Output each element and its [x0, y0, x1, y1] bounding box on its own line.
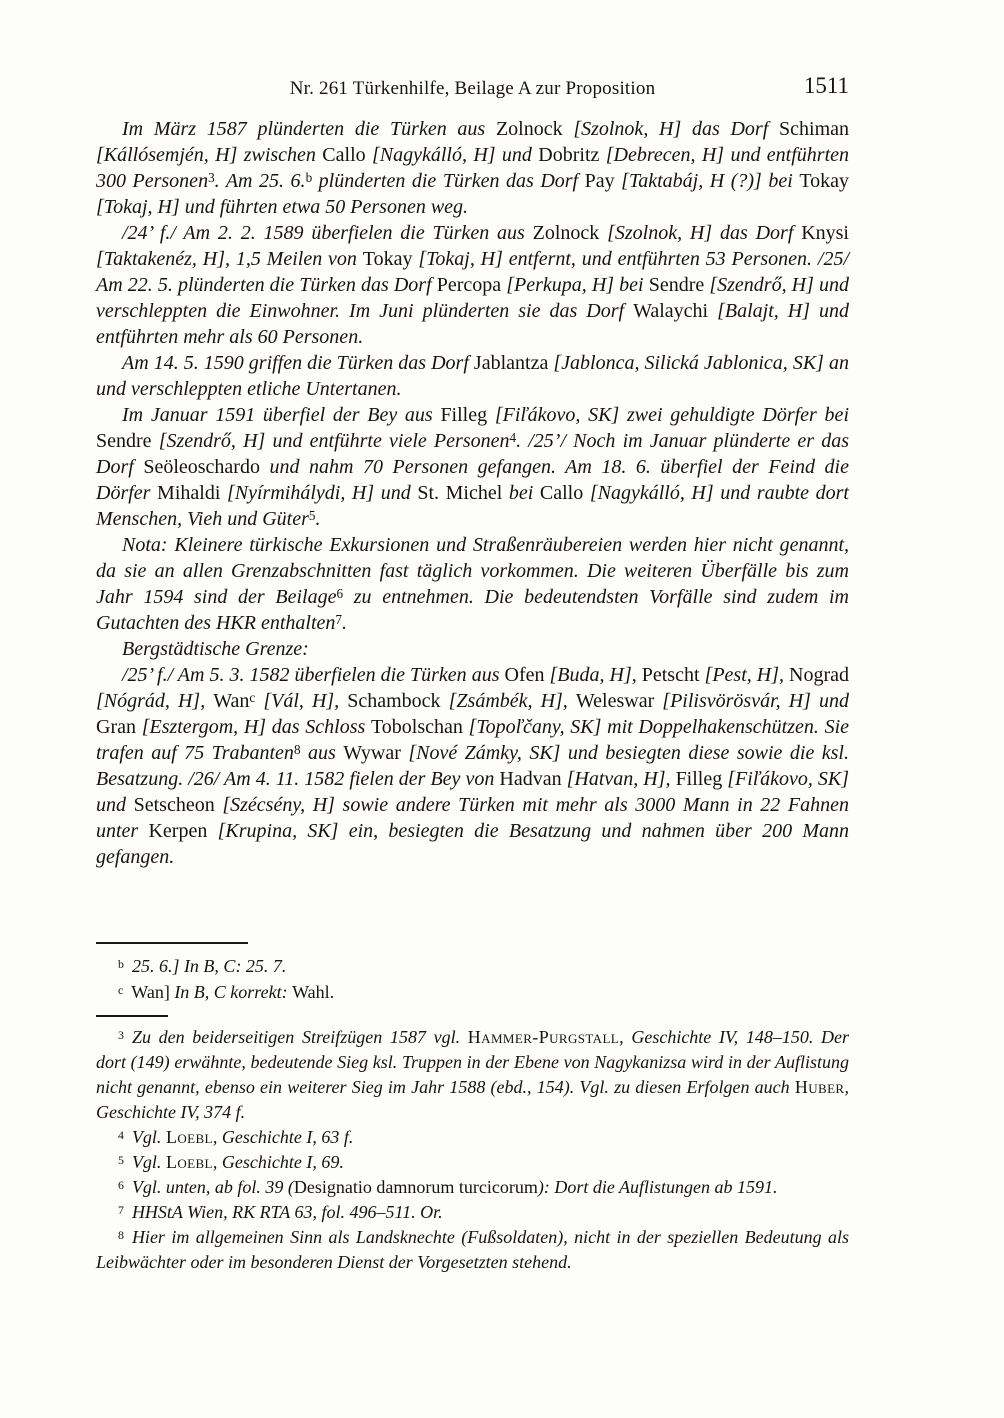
paragraph-1582-raids — [96, 662, 849, 870]
text-run: Nograd — [789, 664, 849, 686]
text-run: [Krupina, SK] ein, besiegten die Besatzung und nahmen über 200 Mann gefangen. — [96, 820, 850, 868]
footnote-area — [96, 942, 849, 1275]
footnote-marker-8: 8 — [118, 1227, 124, 1242]
footnote-text — [96, 1227, 849, 1272]
text-run: [Nagykálló, H] und — [371, 144, 539, 166]
text-run: [Szécsény, H] sowie andere Türken mit mehr als 3000 Mann in 22 Fahnen unter — [96, 794, 850, 842]
footnote-reference: b — [305, 169, 313, 185]
text-run: Loebl — [165, 1127, 213, 1147]
text-run: , Geschichte IV, 374 f. — [96, 1077, 849, 1122]
footnote-4 — [96, 1125, 849, 1150]
text-run: Bergstädtische Grenze: — [122, 638, 309, 660]
text-run: Setscheon — [133, 794, 223, 816]
text-run: In B, C korrekt: — [174, 982, 293, 1002]
text-run: [Szolnok, H] das Dorf — [573, 118, 780, 140]
text-run: [Tokaj, H] entfernt, und entführten 53 Personen. /25/ Am 22. 5. plünderten die Türken das Dorf — [96, 248, 849, 296]
text-run: Callo — [539, 482, 590, 504]
text-run: Wywar — [343, 742, 409, 764]
text-run: Loebl — [165, 1152, 213, 1172]
text-run: Zolnock — [532, 222, 608, 244]
letter-note-text — [131, 982, 334, 1002]
text-run: Hadvan — [499, 768, 567, 790]
footnote-reference: 7 — [335, 611, 342, 627]
apparatus-footnote-separator-rule — [96, 1015, 168, 1017]
main-text — [96, 116, 849, 870]
footnote-text — [132, 1177, 778, 1197]
letter-note-marker-c: c — [118, 982, 124, 997]
text-run: /25’ f./ Am 5. 3. 1582 überfielen die Türken aus — [122, 664, 505, 686]
text-run: , Geschichte IV, 148–150. Der dort (149) erwähnte, bedeutende Sieg ksl. Truppen in der Ebene von Nagykanizsa wird in der Auflistung nicht genannt, ebenso ein weiterer Sieg im Jahr 1588 (ebd., 154). Vgl. zu diesen Erfolgen auch — [96, 1027, 849, 1097]
text-run: Tobolschan — [370, 716, 469, 738]
text-run: [Nagykálló, H] und raubte dort Menschen, Vieh und Güter — [96, 482, 849, 530]
text-run: Im März 1587 plünderten die Türken aus — [122, 118, 496, 140]
footnote-reference: 8 — [293, 741, 301, 757]
text-run: Pay — [584, 170, 622, 192]
text-run: Wan — [213, 690, 250, 712]
text-run: Dobritz — [538, 144, 606, 166]
text-run: [Szolnok, H] das Dorf — [607, 222, 802, 244]
text-run: Sendre — [96, 430, 159, 452]
page-header — [96, 73, 849, 100]
text-run: [Pilisvörösvár, H] und — [662, 690, 849, 712]
footnote-reference: 5 — [308, 507, 316, 523]
text-run: [Taktabáj, H (?)] bei — [621, 170, 800, 192]
page-number: 1511 — [803, 73, 849, 98]
footnote-5 — [96, 1150, 849, 1175]
text-run: zu entnehmen. Die bedeutendsten Vorfälle sind zudem im Gutachten des HKR enthalten — [96, 586, 850, 634]
text-run: [Fiľákovo, SK] und — [96, 768, 850, 816]
text-run: Wahl. — [292, 982, 335, 1002]
paragraph-nota — [96, 532, 849, 636]
text-run: . — [315, 508, 321, 530]
text-run: Schambock — [347, 690, 449, 712]
running-title: Nr. 261 Türkenhilfe, Beilage A zur Proposition — [289, 78, 656, 99]
footnote-8 — [96, 1225, 849, 1275]
text-run: [Szendrő, H] und entführte viele Personen — [158, 430, 510, 452]
text-run: Designatio damnorum turcicorum — [293, 1177, 538, 1197]
text-run: bei — [508, 482, 540, 504]
footnote-text — [96, 1027, 849, 1122]
text-run: Petscht — [641, 664, 705, 686]
text-run: . Am 25. 6. — [214, 170, 306, 192]
text-run: [Taktakenéz, H], 1,5 Meilen von — [96, 248, 363, 270]
paragraph-1590-raids — [96, 350, 849, 402]
text-run: . — [342, 612, 347, 634]
text-run: Weleswar — [575, 690, 663, 712]
text-apparatus-separator-rule — [96, 942, 248, 944]
text-run: aus — [300, 742, 344, 764]
paragraph-bergstaedtische-grenze-heading — [96, 636, 849, 662]
text-run: , Geschichte I, 63 f. — [212, 1127, 354, 1147]
text-run: [Fiľákovo, SK] zwei gehuldigte Dörfer bei — [494, 404, 849, 426]
footnote-marker-7: 7 — [118, 1202, 124, 1217]
text-run: /24’ f./ Am 2. 2. 1589 überfielen die Türken aus — [122, 222, 533, 244]
text-run: [Kállósemjén, H] zwischen — [96, 144, 323, 166]
text-run: Filleg — [440, 404, 495, 426]
text-run: [Buda, H], — [549, 664, 642, 686]
letter-note-c — [96, 979, 849, 1005]
text-run: Wan] — [131, 982, 175, 1002]
text-run: Percopa — [436, 274, 507, 296]
text-run: Am 14. 5. 1590 griffen die Türken das Dorf — [122, 352, 474, 374]
text-run: [Esztergom, H] das Schloss — [141, 716, 371, 738]
footnote-6 — [96, 1175, 849, 1200]
text-run: 25. 6.] In B, C: 25. 7. — [131, 956, 287, 976]
text-run: Ofen — [504, 664, 550, 686]
text-run: Hier im allgemeinen Sinn als Landsknechte (Fußsoldaten), nicht in der speziellen Bedeutung als Leibwächter oder im besonderen Dienst der Vorgesetzten stehend. — [96, 1227, 849, 1272]
paragraph-1587-raids — [96, 116, 849, 220]
letter-note-marker-b: b — [118, 956, 124, 971]
text-run: Kerpen — [148, 820, 218, 842]
numbered-footnotes — [96, 1025, 849, 1275]
text-run: Tokay — [362, 248, 419, 270]
text-run: Jablantza — [473, 352, 554, 374]
footnote-text — [132, 1202, 443, 1222]
footnote-7 — [96, 1200, 849, 1225]
letter-note-b — [96, 953, 849, 979]
text-run: Callo — [322, 144, 372, 166]
text-run: Vgl. unten, ab fol. 39 ( — [131, 1177, 294, 1197]
text-run: Huber — [794, 1077, 845, 1097]
text-run: [Perkupa, H] bei — [506, 274, 649, 296]
text-run: Seöleoschardo — [143, 456, 270, 478]
text-run: Filleg — [675, 768, 728, 790]
text-run: Vgl. — [131, 1127, 166, 1147]
text-run: Mihaldi — [157, 482, 227, 504]
text-run: , Geschichte I, 69. — [212, 1152, 344, 1172]
critical-apparatus — [96, 953, 849, 1005]
footnote-reference: 3 — [208, 169, 215, 185]
text-run: [Nyírmihálydi, H] und — [226, 482, 418, 504]
text-run: [Hatvan, H], — [566, 768, 676, 790]
text-run: [Zsámbék, H], — [448, 690, 576, 712]
text-run: Knysi — [801, 222, 849, 244]
text-run: Im Januar 1591 überfiel der Bey aus — [122, 404, 441, 426]
text-run: Walaychi — [633, 300, 718, 322]
text-run: [Pest, H], — [704, 664, 790, 686]
text-run: [Szendrő, H] und verschleppten die Einwohner. Im Juni plünderten sie das Dorf — [96, 274, 849, 322]
footnote-marker-6: 6 — [118, 1177, 124, 1192]
text-run: Tokay — [799, 170, 850, 192]
text-run: Sendre — [648, 274, 710, 296]
text-run: [Jablonca, Silická Jablonica, SK] an und verschleppten etliche Untertanen. — [96, 352, 849, 400]
text-run: St. Michel — [417, 482, 509, 504]
footnote-reference: c — [249, 689, 256, 705]
text-run: [Nógrád, H], — [96, 690, 214, 712]
text-run: [Debrecen, H] und entführten 300 Personen — [96, 144, 850, 192]
text-run: HHStA Wien, RK RTA 63, fol. 496–511. Or. — [131, 1202, 443, 1222]
text-run: . /25’/ Noch im Januar plünderte er das Dorf — [96, 430, 849, 478]
footnote-3 — [96, 1025, 849, 1125]
footnote-marker-5: 5 — [118, 1152, 124, 1167]
text-run: und nahm 70 Personen gefangen. Am 18. 6. überfiel der Feind die Dörfer — [96, 456, 849, 504]
text-run: Zolnock — [495, 118, 574, 140]
text-run: Gran — [96, 716, 142, 738]
paragraph-1589-raids — [96, 220, 849, 350]
footnote-marker-4: 4 — [118, 1127, 124, 1142]
footnote-text — [132, 1127, 353, 1147]
footnote-text — [132, 1152, 344, 1172]
text-run: Vgl. — [131, 1152, 166, 1172]
text-run: Nota: Kleinere türkische Exkursionen und Straßenräubereien werden hier nicht genannt, da sie an allen Grenzabschnitten fast täglich vorkommen. Die weiteren Überfälle bis zum Jahr 1594 sind der Beilage — [96, 534, 849, 608]
paragraph-1591-raids — [96, 402, 849, 532]
text-run: Hammer-Purgstall — [467, 1027, 620, 1047]
text-run: [Nové Zámky, SK] und besiegten diese sowie die ksl. Besatzung. /26/ Am 4. 11. 1582 fielen der Bey von — [96, 742, 849, 790]
footnote-reference: 6 — [336, 585, 344, 601]
text-run: Schiman — [779, 118, 850, 140]
text-run: [Topoľčany, SK] mit Doppelhakenschützen. Sie trafen auf 75 Trabanten — [96, 716, 850, 764]
text-run: plünderten die Türken das Dorf — [312, 170, 585, 192]
text-run: [Balajt, H] und entführten mehr als 60 Personen. — [96, 300, 849, 348]
text-run: Zu den beiderseitigen Streifzügen 1587 vgl. — [131, 1027, 468, 1047]
letter-note-text — [132, 956, 287, 976]
footnote-reference: 4 — [509, 429, 517, 445]
footnote-marker-3: 3 — [118, 1027, 124, 1042]
text-run: [Vál, H], — [255, 690, 348, 712]
text-run: [Tokaj, H] und führten etwa 50 Personen weg. — [96, 196, 469, 218]
text-run: ): Dort die Auflistungen ab 1591. — [537, 1177, 778, 1197]
